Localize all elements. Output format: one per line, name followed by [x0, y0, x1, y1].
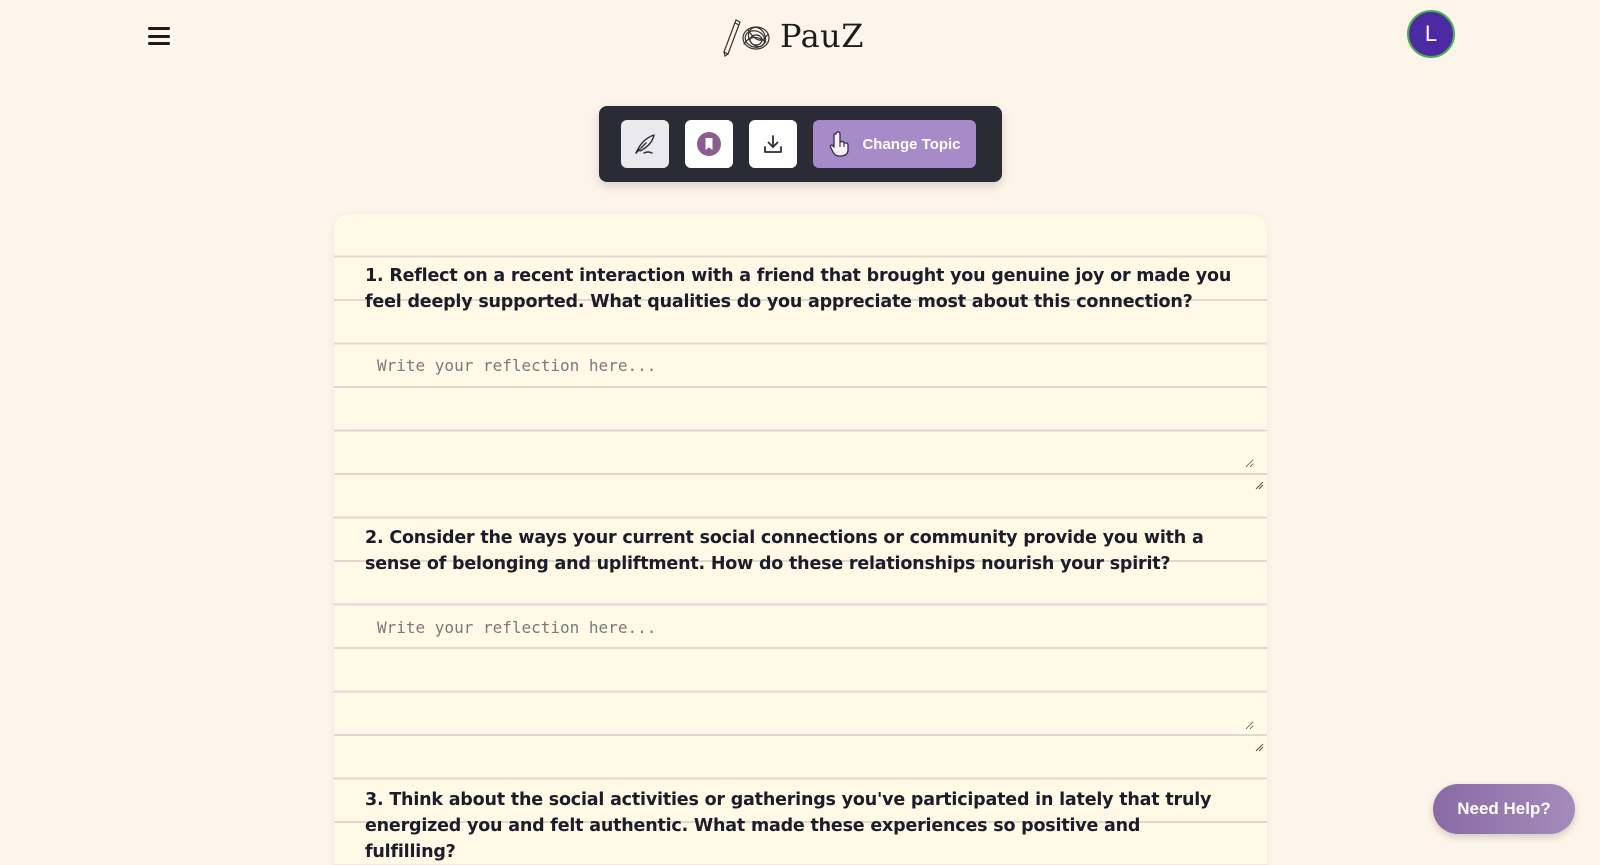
brand-name: PauZ: [780, 17, 865, 55]
brand[interactable]: [718, 12, 864, 60]
download-button[interactable]: [749, 120, 797, 168]
need-help-button[interactable]: [1433, 784, 1575, 834]
reflection-input-1[interactable]: [364, 336, 1254, 468]
change-topic-button[interactable]: [813, 120, 976, 168]
question-1: 1. Reflect on a recent interaction with a friend that brought you genuine joy or made you feel deeply supported. What qualities do you appreciate most about this connection?: [365, 266, 1232, 312]
question-3: 3. Think about the social activities or gatherings you've participated in lately that truly energized you and felt authentic. What made these experiences so positive and fulfilling?: [365, 790, 1212, 862]
avatar[interactable]: [1407, 10, 1455, 58]
avatar-initial: L: [1424, 21, 1438, 46]
pencil-scribble-logo: [718, 14, 774, 58]
resize-grip-icon[interactable]: [1254, 480, 1264, 490]
bookmark-button[interactable]: [685, 120, 733, 168]
write-mode-button[interactable]: [621, 120, 669, 168]
top-bar: [0, 0, 1600, 80]
change-topic-label: Change Topic: [862, 135, 961, 153]
pointer-hand-icon: [828, 131, 850, 157]
hamburger-menu-icon[interactable]: [148, 27, 170, 45]
reflection-input-2[interactable]: [364, 598, 1254, 730]
journal-page: [334, 214, 1267, 865]
resize-grip-icon[interactable]: [1254, 742, 1264, 752]
need-help-label: Need Help?: [1457, 799, 1551, 818]
download-icon: [761, 132, 785, 156]
feather-pen-icon: [632, 131, 658, 157]
question-2: 2. Consider the ways your current social connections or community provide you with a sense of belonging and upliftment. How do these relationships nourish your spirit?: [365, 528, 1204, 574]
journal-toolbar: [599, 106, 1002, 182]
bookmark-icon: [696, 131, 722, 157]
